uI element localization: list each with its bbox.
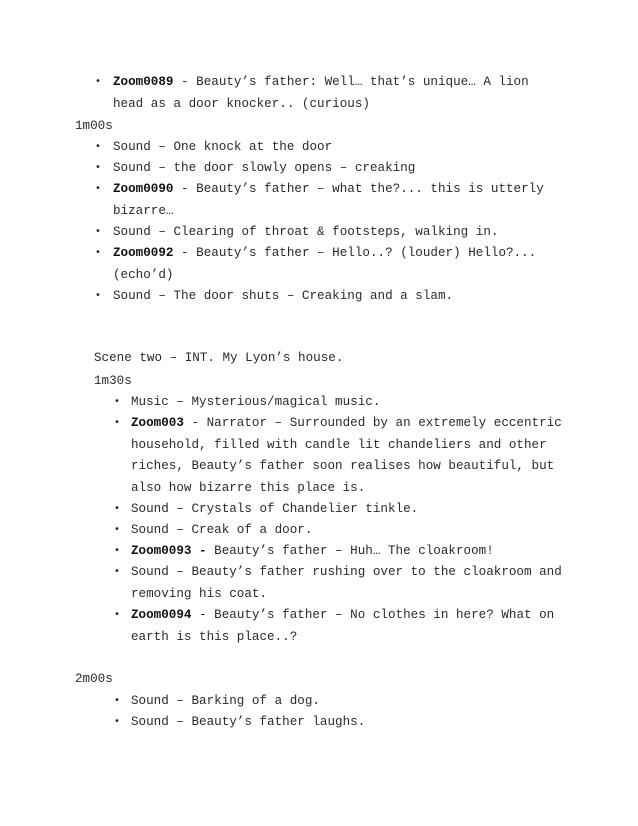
line-text: - Beauty’s father: Well… that’s unique… A lion [173, 75, 529, 89]
continuation-line: riches, Beauty’s father soon realises how beautiful, but [131, 459, 555, 473]
clip-id: Zoom0090 [113, 182, 174, 196]
script-line-zoom0090 [113, 181, 544, 197]
bullet: • [95, 290, 101, 301]
music-line: Music – Mysterious/magical music. [131, 395, 381, 409]
continuation-line: head as a door knocker.. (curious) [113, 97, 370, 111]
bullet: • [95, 183, 101, 194]
clip-id: Zoom003 [131, 416, 184, 430]
line-text: Beauty’s father – Huh… The cloakroom! [206, 544, 494, 558]
bullet: • [114, 503, 120, 514]
timestamp-1m30s: 1m30s [94, 374, 132, 388]
bullet: • [114, 609, 120, 620]
sound-line: Sound – Crystals of Chandelier tinkle. [131, 502, 419, 516]
bullet: • [95, 76, 101, 87]
bullet: • [114, 545, 120, 556]
sound-line: Sound – One knock at the door [113, 140, 333, 154]
bullet: • [114, 417, 120, 428]
continuation-line: household, filled with candle lit chandeliers and other [131, 438, 547, 452]
bullet: • [114, 524, 120, 535]
bullet: • [114, 396, 120, 407]
bullet: • [95, 141, 101, 152]
line-text: - Beauty’s father – No clothes in here? What on [191, 608, 555, 622]
line-text: - Beauty’s father – Hello..? (louder) Hello?... [173, 246, 537, 260]
continuation-line: also how bizarre this place is. [131, 481, 366, 495]
sound-line: Sound – Barking of a dog. [131, 694, 320, 708]
bullet: • [114, 566, 120, 577]
sound-line: Sound – the door slowly opens – creaking [113, 161, 416, 175]
timestamp-1m00s: 1m00s [75, 119, 113, 133]
bullet: • [95, 162, 101, 173]
continuation-line: (echo’d) [113, 268, 174, 282]
bullet: • [95, 247, 101, 258]
script-line-zoom0094 [131, 607, 554, 623]
sound-line: Sound – Creak of a door. [131, 523, 313, 537]
script-line-zoom0093 [131, 543, 494, 559]
continuation-line: earth is this place..? [131, 630, 298, 644]
script-line-zoom003 [131, 415, 562, 431]
clip-id: Zoom0094 [131, 608, 192, 622]
bullet: • [114, 716, 120, 727]
timestamp-2m00s: 2m00s [75, 672, 113, 686]
sound-line: Sound – Beauty’s father rushing over to the cloakroom and [131, 565, 562, 579]
clip-id: Zoom0092 [113, 246, 174, 260]
line-text: - Beauty’s father – what the?... this is utterly [173, 182, 544, 196]
clip-id: Zoom0093 - [131, 544, 207, 558]
sound-line: Sound – Beauty’s father laughs. [131, 715, 366, 729]
bullet: • [95, 226, 101, 237]
clip-id: Zoom0089 [113, 75, 174, 89]
script-line-zoom0092 [113, 245, 536, 261]
bullet: • [114, 695, 120, 706]
sound-line: Sound – Clearing of throat & footsteps, walking in. [113, 225, 499, 239]
scene-heading: Scene two – INT. My Lyon’s house. [94, 351, 344, 365]
sound-line: Sound – The door shuts – Creaking and a slam. [113, 289, 454, 303]
script-line-zoom0089 [113, 74, 529, 90]
line-text: - Narrator – Surrounded by an extremely eccentric [183, 416, 562, 430]
continuation-line: bizarre… [113, 204, 174, 218]
continuation-line: removing his coat. [131, 587, 268, 601]
